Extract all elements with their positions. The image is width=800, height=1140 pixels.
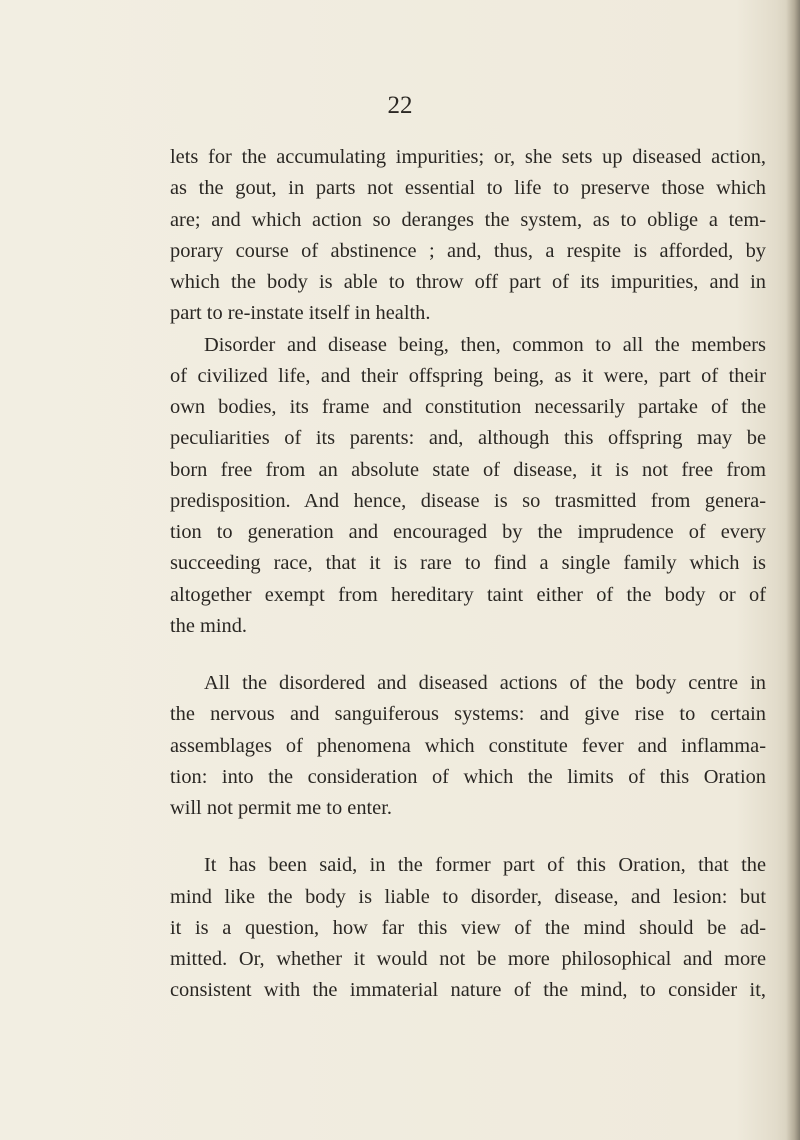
text-line: succeeding race, that it is rare to find a single family which is (170, 552, 766, 575)
text-line: tion: into the consideration of which the limits of this Oration (170, 765, 766, 788)
paragraph-gap (170, 642, 766, 668)
text-line: altogether exempt from hereditary taint either of the body or of (170, 583, 766, 606)
text-line: the nervous and sanguiferous systems: and give rise to certain (170, 703, 766, 726)
text-line: mind like the body is liable to disorder, disease, and lesion: but (170, 885, 766, 908)
text-line: It has been said, in the former part of this Oration, that the (204, 854, 766, 877)
text-line: consistent with the immaterial nature of the mind, to consider it, (170, 979, 766, 1002)
paragraph (170, 668, 766, 824)
text-line: predisposition. And hence, disease is so trasmitted from genera- (170, 489, 766, 512)
text-line: are; and which action so deranges the system, as to oblige a tem- (170, 208, 766, 231)
paragraph (170, 330, 766, 643)
paragraph-gap (170, 824, 766, 850)
page-edge-shadow (786, 0, 800, 1140)
text-line: tion to generation and encouraged by the imprudence of every (170, 521, 766, 543)
text-line: born free from an absolute state of disease, it is not free from (170, 458, 766, 481)
text-line: as the gout, in parts not essential to life to preserve those which (170, 177, 766, 200)
text-line: assemblages of phenomena which constitute fever and inflamma- (170, 734, 766, 757)
text-line: lets for the accumulating impurities; or, she sets up diseased action, (170, 146, 766, 168)
text-line: which the body is able to throw off part of its impurities, and in (170, 271, 766, 293)
page-number: 22 (387, 92, 413, 119)
text-line: peculiarities of its parents: and, although this offspring may be (170, 427, 766, 450)
body-text (170, 142, 766, 1007)
text-line: it is a question, how far this view of the mind should be ad- (170, 916, 766, 939)
text-line: of civilized life, and their offspring being, as it were, part of their (170, 364, 766, 387)
text-line: will not permit me to enter. (170, 797, 392, 819)
text-line: mitted. Or, whether it would not be more philosophical and more (170, 948, 766, 970)
text-line: porary course of abstinence ; and, thus, a respite is afforded, by (170, 239, 766, 262)
text-line: All the disordered and diseased actions of the body centre in (204, 672, 766, 694)
text-line: the mind. (170, 614, 248, 637)
text-line: Disorder and disease being, then, common to all the members (204, 333, 766, 356)
text-line: part to re-instate itself in health. (170, 302, 431, 325)
paragraph (170, 850, 766, 1006)
paragraph (170, 142, 766, 330)
text-line: own bodies, its frame and constitution necessarily partake of the (170, 396, 766, 418)
